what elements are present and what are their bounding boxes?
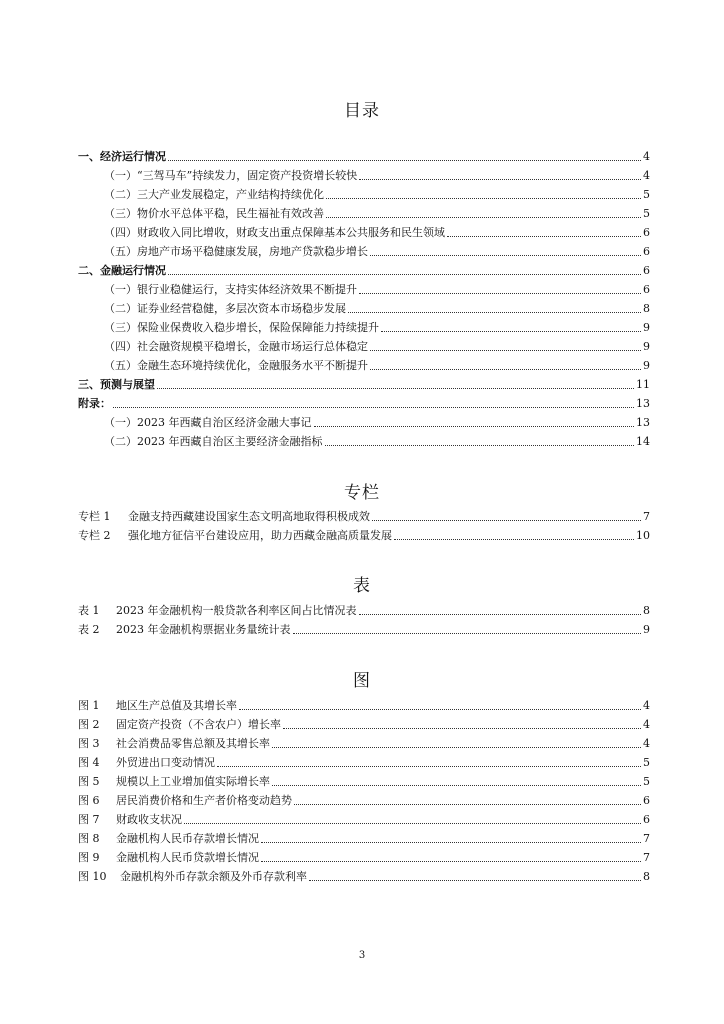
figure-entry-prefix: 图 1 [78,699,100,712]
toc-entry-label: （二）2023 年西藏自治区主要经济金融指标 [104,435,323,448]
columns-heading: 专栏 [344,483,380,503]
toc-entry-1-3[interactable] [104,203,650,221]
dot-leader [314,425,635,427]
tables-heading: 表 [353,576,371,596]
figure-entry-prefix: 图 10 [78,870,107,883]
figure-entry-prefix: 图 9 [78,851,100,864]
figure-entry-prefix: 图 7 [78,813,100,826]
dot-leader [447,235,641,237]
table-entry-page: 9 [643,623,650,636]
figure-entry-prefix: 图 5 [78,775,100,788]
column-entry-label: 强化地方征信平台建设应用，助力西藏金融高质量发展 [128,529,392,542]
toc-entry-page: 6 [643,264,650,277]
figure-entry-3[interactable] [78,733,650,751]
toc-entry-1[interactable] [78,146,650,164]
toc-entry-label: （四）财政收入同比增收，财政支出重点保障基本公共服务和民生领域 [104,226,445,239]
toc-entry-label: （一）2023 年西藏自治区经济金融大事记 [104,416,312,429]
dot-leader [309,879,641,881]
column-entry-prefix: 专栏 2 [78,529,111,542]
figure-entry-label: 居民消费价格和生产者价格变动趋势 [116,794,292,807]
toc-entry-page: 13 [636,397,650,410]
toc-entry-page: 13 [636,416,650,429]
figure-entry-5[interactable] [78,771,650,789]
toc-entry-appendix-1[interactable] [104,412,650,430]
figure-entry-label: 金融机构外币存款余额及外币存款利率 [120,870,307,883]
toc-entry-page: 4 [643,150,650,163]
figure-entry-prefix: 图 2 [78,718,100,731]
table-entry-1[interactable] [78,600,650,618]
figure-entry-prefix: 图 8 [78,832,100,845]
column-entry-label: 金融支持西藏建设国家生态文明高地取得积极成效 [128,510,370,523]
figure-entry-prefix: 图 6 [78,794,100,807]
toc-entry-label: 一、经济运行情况 [78,150,166,163]
toc-entry-2-1[interactable] [104,279,650,297]
toc-entry-page: 6 [643,226,650,239]
dot-leader [272,784,641,786]
column-entry-page: 7 [643,510,650,523]
page-number: 3 [358,950,366,961]
dot-leader [326,197,641,199]
table-entry-label: 2023 年金融机构一般贷款各利率区间占比情况表 [116,604,357,617]
column-entry-page: 10 [636,529,650,542]
dot-leader [113,406,634,408]
dot-leader [168,159,641,161]
figure-entry-label: 规模以上工业增加值实际增长率 [116,775,270,788]
toc-entry-appendix-2[interactable] [104,431,650,449]
figure-entry-page: 7 [643,851,650,864]
dot-leader [168,273,641,275]
toc-entry-label: （五）房地产市场平稳健康发展，房地产贷款稳步增长 [104,245,368,258]
dot-leader [394,538,634,540]
toc-entry-page: 8 [643,302,650,315]
figure-entry-6[interactable] [78,790,650,808]
figure-entry-9[interactable] [78,847,650,865]
figure-entry-2[interactable] [78,714,650,732]
figure-entry-page: 5 [643,756,650,769]
column-entry-1[interactable] [78,506,650,524]
table-entry-label: 2023 年金融机构票据业务量统计表 [116,623,291,636]
figure-entry-page: 6 [643,794,650,807]
figure-entry-page: 8 [643,870,650,883]
dot-leader [261,860,641,862]
toc-entry-page: 14 [636,435,650,448]
figure-entry-page: 4 [643,718,650,731]
figure-entry-page: 6 [643,813,650,826]
figure-entry-label: 金融机构人民币存款增长情况 [116,832,259,845]
figures-heading: 图 [353,671,371,691]
toc-entry-appendix[interactable] [78,393,650,411]
toc-entry-label: （一）“三驾马车”持续发力，固定资产投资增长较快 [104,169,358,182]
toc-entry-1-5[interactable] [104,241,650,259]
figure-entry-page: 4 [643,737,650,750]
toc-entry-label: （五）金融生态环境持续优化，金融服务水平不断提升 [104,359,368,372]
dot-leader [184,822,641,824]
figure-entry-label: 外贸进出口变动情况 [116,756,215,769]
toc-entry-page: 5 [643,207,650,220]
dot-leader [348,311,641,313]
toc-entry-page: 6 [643,245,650,258]
toc-entry-page: 9 [643,321,650,334]
toc-entry-label: （一）银行业稳健运行，支持实体经济效果不断提升 [104,283,357,296]
toc-entry-1-2[interactable] [104,184,650,202]
dot-leader [381,330,641,332]
dot-leader [372,519,641,521]
figure-entry-prefix: 图 4 [78,756,100,769]
dot-leader [370,349,641,351]
table-entry-prefix: 表 1 [78,604,100,617]
column-entry-2[interactable] [78,525,650,543]
toc-entry-page: 9 [643,359,650,372]
figure-entry-label: 社会消费品零售总额及其增长率 [116,737,270,750]
dot-leader [359,178,641,180]
table-entry-page: 8 [643,604,650,617]
toc-entry-2-4[interactable] [104,336,650,354]
figure-entry-page: 5 [643,775,650,788]
figure-entry-1[interactable] [78,695,650,713]
toc-entry-2-3[interactable] [104,317,650,335]
toc-entry-page: 4 [643,169,650,182]
figure-entry-10[interactable] [78,866,650,884]
toc-entry-page: 9 [643,340,650,353]
toc-entry-label: （二）三大产业发展稳定，产业结构持续优化 [104,188,324,201]
toc-entry-2-5[interactable] [104,355,650,373]
figure-entry-label: 固定资产投资（不含农户）增长率 [116,718,281,731]
figure-entry-prefix: 图 3 [78,737,100,750]
toc-entry-label: 三、预测与展望 [78,378,155,391]
dot-leader [370,368,641,370]
figure-entry-4[interactable] [78,752,650,770]
dot-leader [359,613,642,615]
dot-leader [217,765,641,767]
toc-entry-label: （三）物价水平总体平稳，民生福祉有效改善 [104,207,324,220]
toc-entry-2[interactable] [78,260,650,278]
dot-leader [326,216,641,218]
dot-leader [370,254,641,256]
column-entry-prefix: 专栏 1 [78,510,111,523]
toc-entry-label: 二、金融运行情况 [78,264,166,277]
figure-entry-7[interactable] [78,809,650,827]
dot-leader [325,444,635,446]
toc-entry-2-2[interactable] [104,298,650,316]
figure-entry-page: 4 [643,699,650,712]
toc-entry-label: 附录： [78,397,111,410]
table-entry-2[interactable] [78,619,650,637]
toc-entry-label: （四）社会融资规模平稳增长，金融市场运行总体稳定 [104,340,368,353]
dot-leader [239,708,641,710]
toc-entry-3[interactable] [78,374,650,392]
toc-entry-1-1[interactable] [104,165,650,183]
dot-leader [283,727,641,729]
dot-leader [157,387,634,389]
toc-entry-page: 6 [643,283,650,296]
dot-leader [261,841,641,843]
contents-heading: 目录 [344,101,380,121]
toc-entry-label: （三）保险业保费收入稳步增长，保险保障能力持续提升 [104,321,379,334]
figure-entry-page: 7 [643,832,650,845]
toc-entry-page: 11 [636,378,650,391]
figure-entry-label: 地区生产总值及其增长率 [116,699,237,712]
dot-leader [359,292,641,294]
table-entry-prefix: 表 2 [78,623,100,636]
toc-entry-page: 5 [643,188,650,201]
figure-entry-label: 金融机构人民币贷款增长情况 [116,851,259,864]
figure-entry-label: 财政收支状况 [116,813,182,826]
dot-leader [294,803,641,805]
dot-leader [293,632,642,634]
figure-entry-8[interactable] [78,828,650,846]
toc-entry-label: （二）证券业经营稳健，多层次资本市场稳步发展 [104,302,346,315]
dot-leader [272,746,641,748]
toc-entry-1-4[interactable] [104,222,650,240]
